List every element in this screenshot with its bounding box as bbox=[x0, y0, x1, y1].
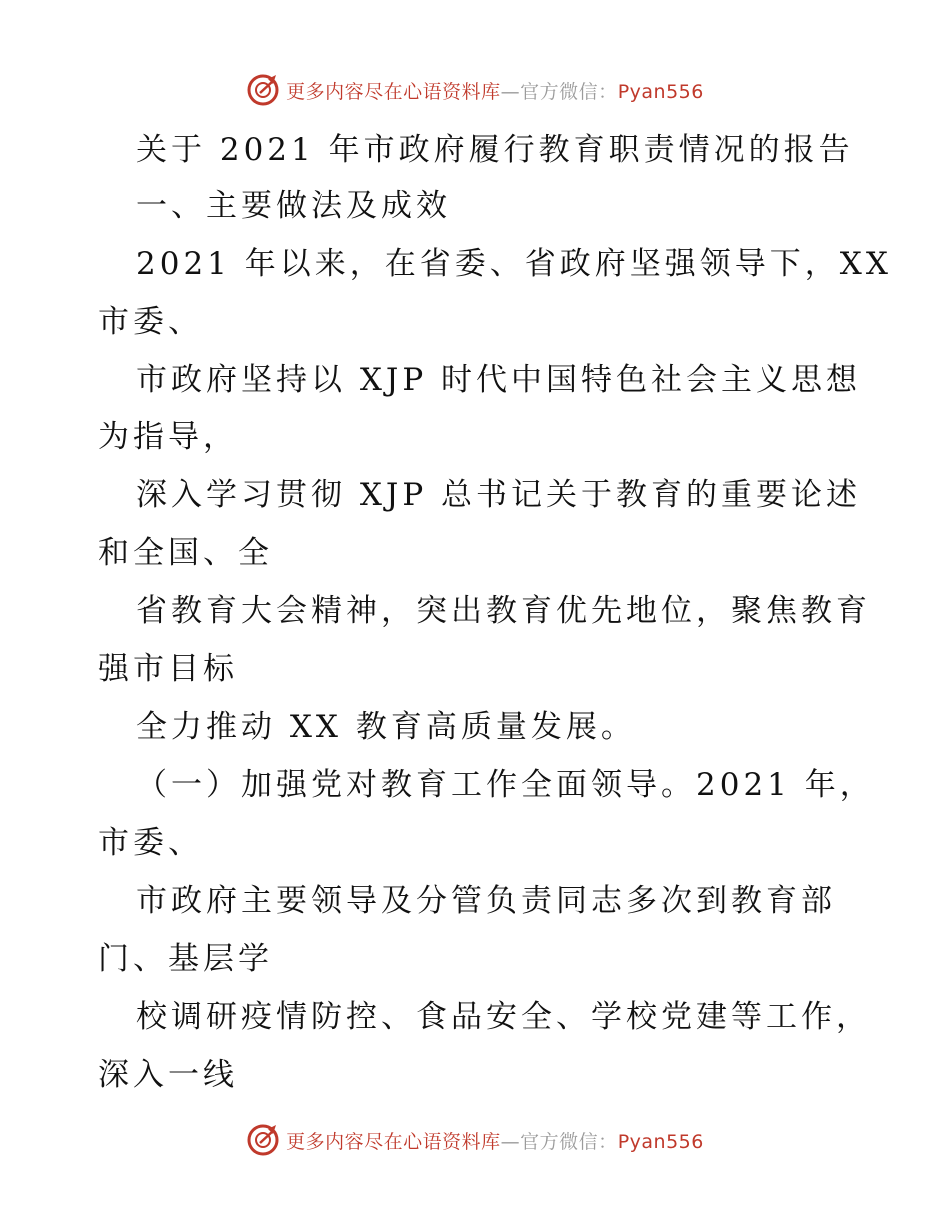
paragraph-line: 深入学习贯彻 XJP 总书记关于教育的重要论述 bbox=[136, 477, 862, 513]
watermark-site: 更多内容尽在心语资料库 bbox=[286, 1130, 501, 1153]
paragraph-line: 和全国、全 bbox=[98, 535, 273, 571]
paragraph-line: 深入一线 bbox=[98, 1057, 238, 1093]
paragraph-line: 校调研疫情防控、食品安全、学校党建等工作， bbox=[136, 999, 871, 1035]
watermark-site: 更多内容尽在心语资料库 bbox=[286, 80, 501, 103]
paragraph-line: 全力推动 XX 教育高质量发展。 bbox=[136, 709, 636, 745]
header-watermark bbox=[0, 70, 950, 110]
footer-watermark bbox=[0, 1120, 950, 1160]
watermark-account: Pyan556 bbox=[617, 80, 704, 103]
watermark-label: 官方微信： bbox=[520, 1130, 618, 1153]
watermark-text bbox=[286, 77, 704, 104]
watermark-text bbox=[286, 1127, 704, 1154]
watermark-dash: — bbox=[500, 80, 521, 103]
paragraph-line: 市委、 bbox=[98, 304, 203, 340]
pen-logo-icon bbox=[246, 73, 280, 107]
paragraph-line: 省教育大会精神，突出教育优先地位，聚焦教育 bbox=[136, 593, 871, 629]
document-title: 关于 2021 年市政府履行教育职责情况的报告 bbox=[136, 132, 854, 168]
watermark-account: Pyan556 bbox=[617, 1130, 704, 1153]
pen-logo-icon bbox=[246, 1123, 280, 1157]
section-heading: 一、主要做法及成效 bbox=[136, 188, 451, 224]
paragraph-line: 市政府坚持以 XJP 时代中国特色社会主义思想 bbox=[136, 362, 862, 398]
paragraph-line: 市委、 bbox=[98, 825, 203, 861]
subsection-heading: （一）加强党对教育工作全面领导。2021 年， bbox=[136, 767, 875, 803]
paragraph-line: 门、基层学 bbox=[98, 941, 273, 977]
watermark-dash: — bbox=[500, 1130, 521, 1153]
watermark-label: 官方微信： bbox=[520, 80, 618, 103]
paragraph-line: 2021 年以来，在省委、省政府坚强领导下，XX bbox=[136, 246, 892, 282]
paragraph-line: 市政府主要领导及分管负责同志多次到教育部 bbox=[136, 883, 836, 919]
paragraph-line: 为指导， bbox=[98, 419, 238, 455]
paragraph-line: 强市目标 bbox=[98, 651, 238, 687]
